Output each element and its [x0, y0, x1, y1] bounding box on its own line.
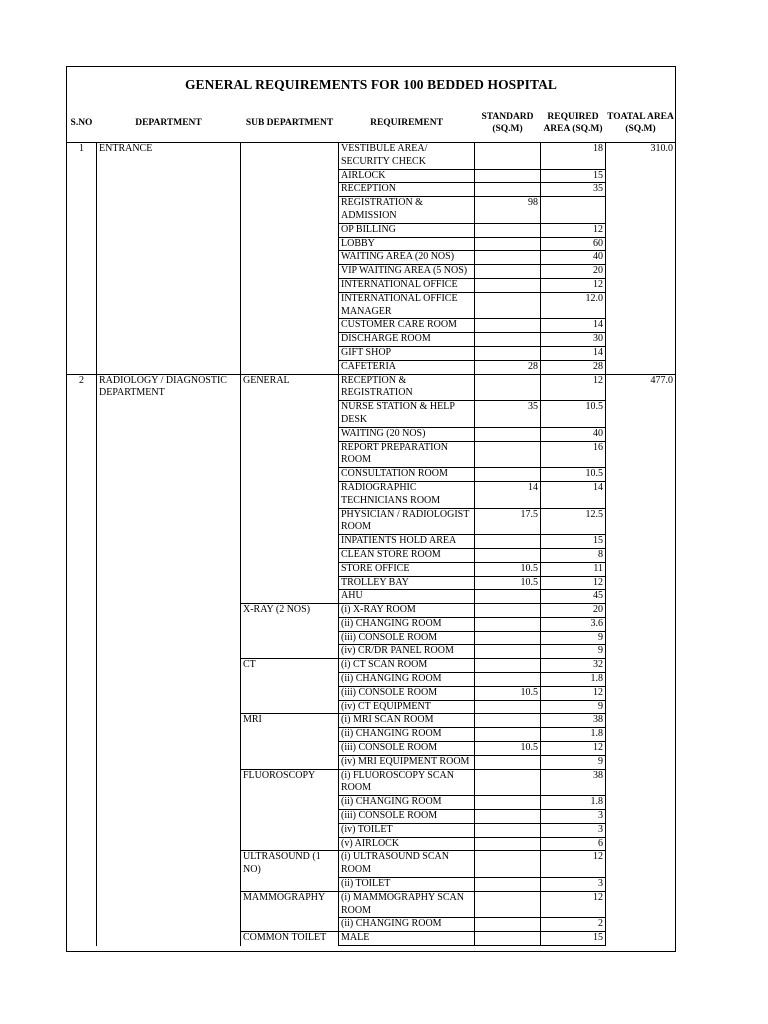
requirements-body — [67, 143, 676, 946]
required-area-cell: 10.5 — [541, 468, 606, 482]
header-required-area: REQUIRED AREA (SQ.M) — [543, 112, 603, 134]
standard-cell — [475, 700, 541, 714]
requirement-cell: REPORT PREPARATION ROOM — [339, 441, 475, 468]
total-area-cell: 310.0 — [606, 143, 676, 375]
sub-department-name: X-RAY (2 NOS) — [241, 604, 339, 659]
required-area-cell: 20 — [541, 604, 606, 618]
requirement-cell: (ii) CHANGING ROOM — [339, 728, 475, 742]
required-area-cell: 16 — [541, 441, 606, 468]
requirement-cell: (iii) CONSOLE ROOM — [339, 742, 475, 756]
standard-cell — [475, 617, 541, 631]
requirement-cell: (i) FLUOROSCOPY SCAN ROOM — [339, 769, 475, 796]
header-requirement: REQUIREMENT — [370, 118, 443, 128]
requirement-cell: (i) ULTRASOUND SCAN ROOM — [339, 851, 475, 878]
standard-cell — [475, 319, 541, 333]
table-row — [67, 374, 676, 401]
standard-cell — [475, 143, 541, 170]
required-area-cell: 12 — [541, 891, 606, 918]
requirement-cell: CLEAN STORE ROOM — [339, 548, 475, 562]
required-area-cell: 12.5 — [541, 508, 606, 535]
sub-department-name: GENERAL — [241, 374, 339, 604]
required-area-cell: 3.6 — [541, 617, 606, 631]
standard-cell — [475, 755, 541, 769]
requirement-cell: INTERNATIONAL OFFICE — [339, 278, 475, 292]
required-area-cell: 14 — [541, 346, 606, 360]
requirement-cell: (i) MRI SCAN ROOM — [339, 714, 475, 728]
required-area-cell: 11 — [541, 562, 606, 576]
sub-department-name: FLUOROSCOPY — [241, 769, 339, 851]
requirement-cell: CONSULTATION ROOM — [339, 468, 475, 482]
standard-cell — [475, 932, 541, 946]
requirement-cell: STORE OFFICE — [339, 562, 475, 576]
standard-cell — [475, 333, 541, 347]
required-area-cell: 10.5 — [541, 401, 606, 428]
standard-cell — [475, 374, 541, 401]
standard-cell: 10.5 — [475, 576, 541, 590]
standard-cell — [475, 769, 541, 796]
requirement-cell: INPATIENTS HOLD AREA — [339, 535, 475, 549]
requirement-cell: (ii) TOILET — [339, 878, 475, 892]
requirement-cell: TROLLEY BAY — [339, 576, 475, 590]
required-area-cell — [541, 197, 606, 224]
department-name: RADIOLOGY / DIAGNOSTIC DEPARTMENT — [97, 374, 241, 945]
standard-cell — [475, 183, 541, 197]
required-area-cell: 1.8 — [541, 673, 606, 687]
required-area-cell: 12 — [541, 742, 606, 756]
sub-department-name: ULTRASOUND (1 NO) — [241, 851, 339, 891]
required-area-cell: 12 — [541, 576, 606, 590]
standard-cell — [475, 468, 541, 482]
standard-cell — [475, 891, 541, 918]
department-name: ENTRANCE — [97, 143, 241, 375]
sub-department-name: COMMON TOILET — [241, 932, 339, 946]
required-area-cell: 15 — [541, 535, 606, 549]
required-area-cell: 12 — [541, 223, 606, 237]
standard-cell — [475, 223, 541, 237]
requirement-cell: (iii) CONSOLE ROOM — [339, 810, 475, 824]
requirement-cell: (iii) CONSOLE ROOM — [339, 686, 475, 700]
standard-cell: 35 — [475, 401, 541, 428]
standard-cell — [475, 441, 541, 468]
required-area-cell: 15 — [541, 169, 606, 183]
standard-cell — [475, 427, 541, 441]
requirement-cell: RECEPTION — [339, 183, 475, 197]
required-area-cell: 38 — [541, 714, 606, 728]
standard-cell — [475, 837, 541, 851]
standard-cell — [475, 728, 541, 742]
required-area-cell: 3 — [541, 810, 606, 824]
required-area-cell: 32 — [541, 659, 606, 673]
required-area-cell: 1.8 — [541, 796, 606, 810]
total-area-cell: 477.0 — [606, 374, 676, 945]
standard-cell — [475, 292, 541, 319]
requirement-cell: INTERNATIONAL OFFICE MANAGER — [339, 292, 475, 319]
standard-cell — [475, 918, 541, 932]
sub-department-name: MAMMOGRAPHY — [241, 891, 339, 931]
standard-cell: 10.5 — [475, 562, 541, 576]
requirement-cell: NURSE STATION & HELP DESK — [339, 401, 475, 428]
standard-cell: 98 — [475, 197, 541, 224]
requirement-cell: (iv) TOILET — [339, 823, 475, 837]
requirement-cell: DISCHARGE ROOM — [339, 333, 475, 347]
required-area-cell: 20 — [541, 265, 606, 279]
standard-cell: 28 — [475, 360, 541, 374]
standard-cell — [475, 851, 541, 878]
standard-cell: 17.5 — [475, 508, 541, 535]
header-sno: S.NO — [70, 118, 93, 128]
requirement-cell: (ii) CHANGING ROOM — [339, 617, 475, 631]
required-area-cell: 8 — [541, 548, 606, 562]
required-area-cell: 12 — [541, 278, 606, 292]
requirement-cell: CUSTOMER CARE ROOM — [339, 319, 475, 333]
requirement-cell: RADIOGRAPHIC TECHNICIANS ROOM — [339, 481, 475, 508]
standard-cell — [475, 645, 541, 659]
required-area-cell: 14 — [541, 481, 606, 508]
requirement-cell: (iii) CONSOLE ROOM — [339, 631, 475, 645]
required-area-cell: 35 — [541, 183, 606, 197]
required-area-cell: 12 — [541, 686, 606, 700]
required-area-cell: 1.8 — [541, 728, 606, 742]
requirement-cell: LOBBY — [339, 237, 475, 251]
required-area-cell: 12 — [541, 851, 606, 878]
standard-cell — [475, 604, 541, 618]
standard-cell — [475, 548, 541, 562]
standard-cell — [475, 251, 541, 265]
required-area-cell: 2 — [541, 918, 606, 932]
requirement-cell: OP BILLING — [339, 223, 475, 237]
required-area-cell: 6 — [541, 837, 606, 851]
requirement-cell: VIP WAITING AREA (5 NOS) — [339, 265, 475, 279]
standard-cell — [475, 714, 541, 728]
required-area-cell: 28 — [541, 360, 606, 374]
standard-cell — [475, 673, 541, 687]
requirement-cell: (v) AIRLOCK — [339, 837, 475, 851]
requirements-table — [66, 104, 676, 946]
standard-cell — [475, 278, 541, 292]
requirement-cell: (i) CT SCAN ROOM — [339, 659, 475, 673]
header-total-area: TOATAL AREA (SQ.M) — [607, 112, 674, 134]
requirement-cell: AIRLOCK — [339, 169, 475, 183]
required-area-cell: 60 — [541, 237, 606, 251]
header-sub-department: SUB DEPARTMENT — [245, 118, 334, 128]
required-area-cell: 40 — [541, 251, 606, 265]
table-row — [67, 143, 676, 170]
required-area-cell: 9 — [541, 631, 606, 645]
standard-cell — [475, 796, 541, 810]
requirement-cell: GIFT SHOP — [339, 346, 475, 360]
required-area-cell: 9 — [541, 755, 606, 769]
standard-cell: 10.5 — [475, 742, 541, 756]
requirement-cell: PHYSICIAN / RADIOLOGIST ROOM — [339, 508, 475, 535]
requirement-cell: CAFETERIA — [339, 360, 475, 374]
standard-cell — [475, 631, 541, 645]
serial-number: 2 — [67, 374, 97, 945]
document-title: GENERAL REQUIREMENTS FOR 100 BEDDED HOSPITAL — [184, 77, 558, 92]
requirement-cell: MALE — [339, 932, 475, 946]
table-header-row — [67, 104, 676, 143]
required-area-cell: 3 — [541, 878, 606, 892]
requirement-cell: (iv) MRI EQUIPMENT ROOM — [339, 755, 475, 769]
requirement-cell: WAITING (20 NOS) — [339, 427, 475, 441]
required-area-cell: 30 — [541, 333, 606, 347]
standard-cell — [475, 265, 541, 279]
required-area-cell: 18 — [541, 143, 606, 170]
standard-cell — [475, 810, 541, 824]
required-area-cell: 40 — [541, 427, 606, 441]
standard-cell — [475, 346, 541, 360]
requirement-cell: (i) MAMMOGRAPHY SCAN ROOM — [339, 891, 475, 918]
requirement-cell: RECEPTION & REGISTRATION — [339, 374, 475, 401]
requirement-cell: (i) X-RAY ROOM — [339, 604, 475, 618]
required-area-cell: 12.0 — [541, 292, 606, 319]
sub-department-name: CT — [241, 659, 339, 714]
requirement-cell: REGISTRATION & ADMISSION — [339, 197, 475, 224]
required-area-cell: 14 — [541, 319, 606, 333]
standard-cell — [475, 590, 541, 604]
standard-cell: 14 — [475, 481, 541, 508]
required-area-cell: 12 — [541, 374, 606, 401]
sub-department-name — [241, 143, 339, 375]
requirement-cell: AHU — [339, 590, 475, 604]
standard-cell — [475, 237, 541, 251]
requirement-cell: (iv) CR/DR PANEL ROOM — [339, 645, 475, 659]
requirement-cell: (ii) CHANGING ROOM — [339, 918, 475, 932]
requirement-cell: (iv) CT EQUIPMENT — [339, 700, 475, 714]
standard-cell — [475, 535, 541, 549]
requirement-cell: (ii) CHANGING ROOM — [339, 673, 475, 687]
standard-cell — [475, 169, 541, 183]
required-area-cell: 3 — [541, 823, 606, 837]
required-area-cell: 38 — [541, 769, 606, 796]
requirement-cell: VESTIBULE AREA/ SECURITY CHECK — [339, 143, 475, 170]
standard-cell — [475, 878, 541, 892]
required-area-cell: 45 — [541, 590, 606, 604]
requirement-cell: WAITING AREA (20 NOS) — [339, 251, 475, 265]
serial-number: 1 — [67, 143, 97, 375]
header-department: DEPARTMENT — [135, 118, 202, 128]
required-area-cell: 9 — [541, 700, 606, 714]
standard-cell — [475, 823, 541, 837]
standard-cell — [475, 659, 541, 673]
required-area-cell: 15 — [541, 932, 606, 946]
standard-cell: 10.5 — [475, 686, 541, 700]
requirement-cell: (ii) CHANGING ROOM — [339, 796, 475, 810]
required-area-cell: 9 — [541, 645, 606, 659]
header-standard: STANDARD (SQ.M) — [481, 112, 534, 134]
sub-department-name: MRI — [241, 714, 339, 769]
